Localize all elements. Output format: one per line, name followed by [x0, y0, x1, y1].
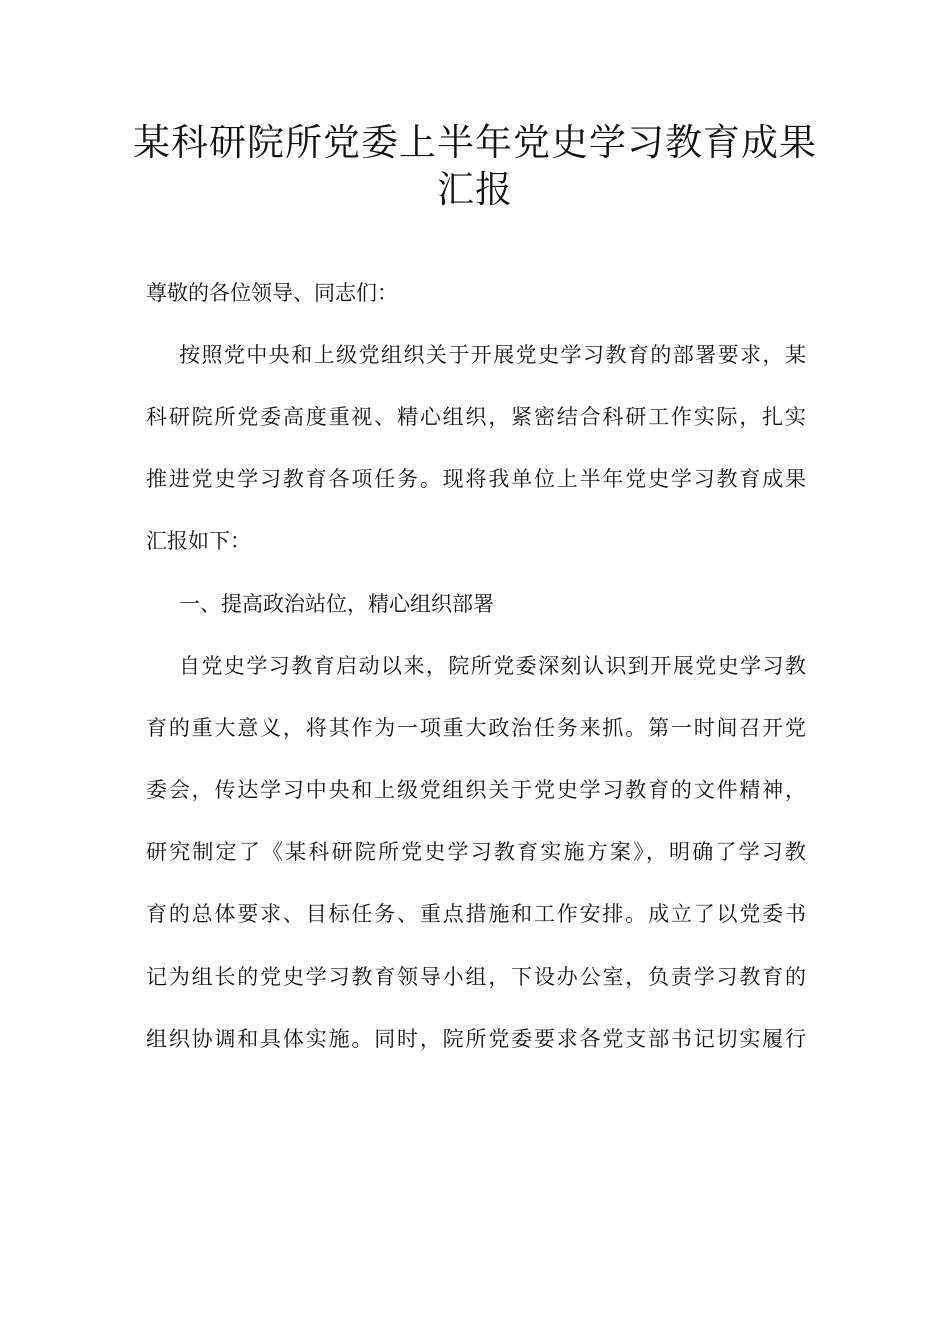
- paragraph-2-line-5: 育的总体要求、目标任务、重点措施和工作安排。成立了以党委书: [146, 902, 806, 926]
- paragraph-2-line-3: 委会，传达学习中央和上级党组织关于党史学习教育的文件精神，: [146, 778, 806, 802]
- paragraph-2-line-7: 组织协调和具体实施。同时，院所党委要求各党支部书记切实履行: [146, 1027, 806, 1051]
- paragraph-1-line-1: 按照党中央和上级党组织关于开展党史学习教育的部署要求，某: [179, 343, 806, 367]
- document-title-line-1: 某科研院所党委上半年党史学习教育成果: [133, 121, 817, 164]
- paragraph-2-line-1: 自党史学习教育启动以来，院所党委深刻认识到开展党史学习教: [179, 654, 806, 678]
- paragraph-1-line-3: 推进党史学习教育各项任务。现将我单位上半年党史学习教育成果: [146, 467, 806, 491]
- paragraph-1-line-2: 科研院所党委高度重视、精心组织，紧密结合科研工作实际，扎实: [146, 405, 806, 429]
- document-title-line-2: 汇报: [437, 168, 513, 211]
- paragraph-2-line-4: 研究制定了《某科研院所党史学习教育实施方案》，明确了学习教: [146, 840, 806, 864]
- salutation: 尊敬的各位领导、同志们：: [146, 281, 398, 305]
- paragraph-2-line-6: 记为组长的党史学习教育领导小组，下设办公室，负责学习教育的: [146, 965, 806, 989]
- section-heading-1: 一、提高政治站位，精心组织部署: [179, 592, 494, 616]
- paragraph-2-line-2: 育的重大意义，将其作为一项重大政治任务来抓。第一时间召开党: [146, 716, 806, 740]
- paragraph-1-line-4: 汇报如下：: [146, 529, 251, 553]
